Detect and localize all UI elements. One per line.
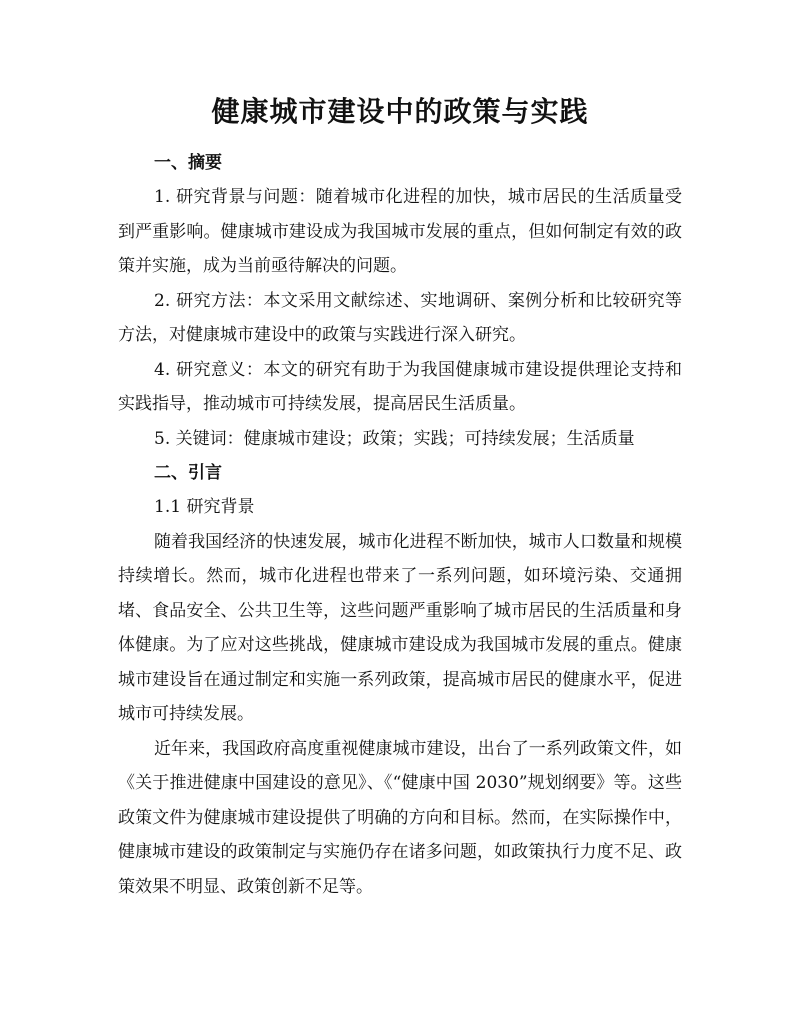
abstract-paragraph-significance: 4. 研究意义：本文的研究有助于为我国健康城市建设提供理论支持和实践指导，推动城市可持续发展，提高居民生活质量。 (118, 359, 682, 414)
document-body (118, 146, 682, 904)
section-heading-intro: 二、引言 (154, 463, 222, 483)
section-heading-abstract: 一、摘要 (154, 153, 222, 173)
abstract-paragraph-background: 1. 研究背景与问题：随着城市化进程的加快，城市居民的生活质量受到严重影响。健康城市建设成为我国城市发展的重点，但如何制定有效的政策并实施，成为当前亟待解决的问题。 (118, 187, 682, 276)
document-title: 健康城市建设中的政策与实践 (211, 95, 589, 128)
abstract-keywords: 5. 关键词：健康城市建设；政策；实践；可持续发展；生活质量 (154, 428, 635, 449)
intro-paragraph-2: 近年来，我国政府高度重视健康城市建设，出台了一系列政策文件，如《关于推进健康中国建设的意见》、《“健康中国 2030”规划纲要》等。这些政策文件为健康城市建设提供了明确的方向和目标。然而，在实际操作中，健康城市建设的政策制定与实施仍存在诸多问题，如政策执行力度不足、政策效果不明显、政策创新不足等。 (118, 738, 682, 897)
intro-paragraph-1: 随着我国经济的快速发展，城市化进程不断加快，城市人口数量和规模持续增长。然而，城市化进程也带来了一系列问题，如环境污染、交通拥堵、食品安全、公共卫生等，这些问题严重影响了城市居民的生活质量和身体健康。为了应对这些挑战，健康城市建设成为我国城市发展的重点。健康城市建设旨在通过制定和实施一系列政策，提高城市居民的健康水平，促进城市可持续发展。 (118, 531, 682, 724)
subsection-heading-background: 1.1 研究背景 (154, 497, 255, 517)
abstract-paragraph-methods: 2. 研究方法：本文采用文献综述、实地调研、案例分析和比较研究等方法，对健康城市建设中的政策与实践进行深入研究。 (118, 290, 682, 345)
